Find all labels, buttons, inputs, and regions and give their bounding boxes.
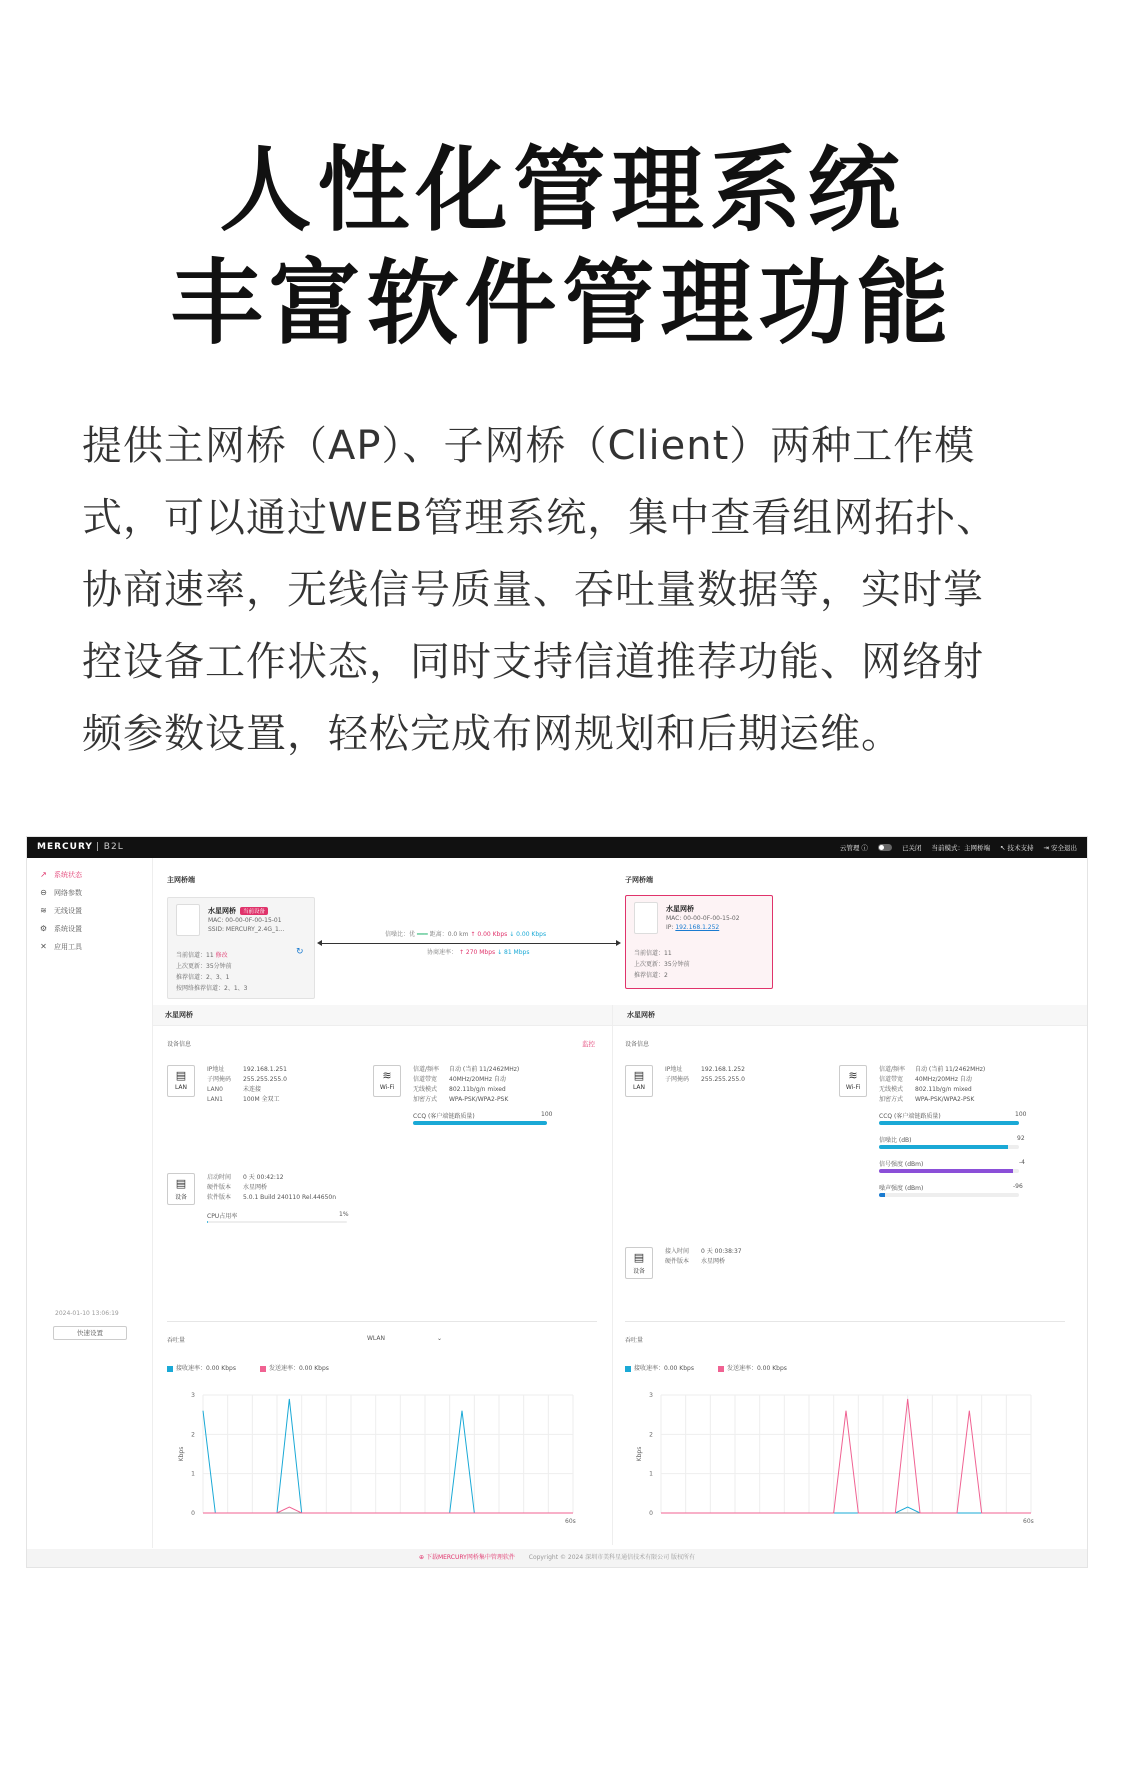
kv-value: 192.168.1.251 (243, 1066, 287, 1073)
device-icon: ▤ (633, 1251, 645, 1264)
distance: 距离：0.0 km (429, 931, 469, 938)
noise-value: -96 (1013, 1183, 1023, 1190)
kv-row (879, 1065, 985, 1075)
kv-value: 802.11b/g/n mixed (449, 1086, 506, 1093)
current-channel-text: 当前信道：11 (176, 952, 214, 959)
kv-key: 硬件版本 (665, 1258, 690, 1265)
wifi-icon: ≋ (848, 1069, 858, 1082)
negotiated-rate-label: 协商速率： (427, 949, 458, 956)
logout-link[interactable] (1043, 843, 1077, 852)
current-channel: 当前信道：11 (634, 950, 672, 957)
kv-key: LAN0 (207, 1086, 223, 1093)
section-divider (167, 1321, 597, 1322)
left-panel-title: 水星网桥 (153, 1005, 615, 1026)
wifi-icon-label: Wi-Fi (379, 1084, 395, 1091)
y-axis-label: Kbps (636, 1446, 643, 1462)
kv-row (413, 1075, 519, 1085)
kv-value: 100M 全双工 (243, 1096, 280, 1103)
kv-key: 硬件版本 (207, 1184, 232, 1191)
wifi-icon-box (373, 1065, 401, 1097)
link-arrow (319, 943, 619, 944)
wlan-select-value: WLAN (367, 1335, 386, 1342)
ccq-label: CCQ (客户端链路质量) (879, 1113, 941, 1120)
device-ssid: SSID: MERCURY_2.4G_1... (208, 926, 285, 933)
x-end-label: 60s (565, 1518, 576, 1525)
tx-swatch (718, 1366, 724, 1372)
top-right-menu (840, 843, 1077, 852)
device-ip-link[interactable]: 192.168.1.252 (675, 924, 720, 931)
negotiated-tx: ↑ 270 Mbps (458, 949, 496, 956)
left-legend (167, 1363, 329, 1372)
ccq-value: 100 (1015, 1111, 1027, 1118)
tx-legend-text: 发送速率：0.00 Kbps (726, 1365, 787, 1372)
kv-row (879, 1095, 985, 1105)
signal-bar (879, 1169, 1019, 1173)
right-device-stats (665, 1247, 742, 1267)
rx-swatch (625, 1366, 631, 1372)
series-line-tx (661, 1399, 1031, 1513)
monitor-link[interactable]: 监控 (582, 1040, 595, 1048)
y-tick-label: 1 (191, 1470, 195, 1478)
y-axis-label: Kbps (178, 1446, 185, 1462)
tx-swatch (260, 1366, 266, 1372)
sidebar-item-label: 应用工具 (54, 943, 82, 951)
left-device-info-title: 设备信息 (167, 1041, 192, 1048)
kv-key: 子网掩码 (207, 1076, 232, 1083)
download-link[interactable] (419, 1554, 515, 1561)
wifi-icon-box (839, 1065, 867, 1097)
device-icon-box (167, 1173, 195, 1205)
signal-label: 信号强度 (dBm) (879, 1161, 924, 1168)
current-channel (176, 950, 228, 959)
y-tick-label: 3 (649, 1392, 653, 1399)
right-lan-info (665, 1065, 745, 1085)
kv-key: 信道/频率 (879, 1066, 906, 1073)
download-link-text: 下载MERCURY网桥集中管理软件 (425, 1554, 515, 1561)
chart-icon: ↗ (40, 870, 47, 879)
left-throughput-chart (163, 1385, 583, 1535)
right-legend (625, 1363, 787, 1372)
sidebar-item-label: 网络参数 (54, 889, 82, 897)
kv-value: 0 天 00:42:12 (243, 1174, 284, 1181)
kv-value: 自动 (当前 11/2462MHz) (915, 1066, 986, 1073)
lan-icon-label: LAN (632, 1084, 646, 1091)
left-throughput-title: 吞吐量 (167, 1337, 186, 1344)
brand-logo (37, 842, 124, 852)
mode-label: 当前模式：主网桥端 (931, 844, 990, 852)
kv-row (207, 1085, 287, 1095)
tx-legend-text: 发送速率：0.00 Kbps (268, 1365, 329, 1372)
hero-title-line1: 人性化管理系统 (219, 137, 906, 244)
edit-channel-link[interactable]: 修改 (215, 952, 228, 959)
device-image (634, 902, 658, 934)
noise-label: 噪声强度 (dBm) (879, 1185, 924, 1192)
last-update: 上次更新：35分钟前 (176, 963, 232, 970)
cpu-value: 1% (339, 1211, 349, 1218)
brand-name: MERCURY (37, 842, 93, 852)
ethernet-icon: ▤ (175, 1069, 187, 1082)
desc-line: 控设备工作状态，同时支持信道推荐功能、网络射 (82, 639, 984, 685)
y-tick-label: 2 (191, 1431, 195, 1439)
wifi-icon: ≋ (40, 906, 47, 915)
right-throughput-title: 吞吐量 (625, 1337, 644, 1344)
kv-row (207, 1095, 287, 1105)
support-icon: ↖ (999, 844, 1006, 852)
y-tick-label: 2 (649, 1431, 653, 1439)
sidebar-item-system[interactable] (27, 920, 152, 938)
y-tick-label: 0 (649, 1510, 653, 1517)
cpu-label: CPU占用率 (207, 1213, 238, 1220)
sidebar-item-label: 系统状态 (54, 871, 82, 879)
kv-value: 40MHz/20MHz 自动 (449, 1076, 506, 1083)
right-throughput-chart (621, 1385, 1041, 1535)
left-device-stats (207, 1173, 336, 1203)
kv-key: 无线模式 (879, 1086, 904, 1093)
last-update: 上次更新：35分钟前 (634, 961, 690, 968)
ccq-bar (413, 1121, 547, 1125)
kv-row (665, 1247, 742, 1257)
kv-key: 启动时间 (207, 1174, 232, 1181)
kv-value: 5.0.1 Build 240110 Rel.44650n (243, 1194, 337, 1201)
noise-bar (879, 1193, 1019, 1197)
device-name: 水星网桥 (666, 905, 694, 913)
kv-row (413, 1065, 519, 1075)
kv-value: 255.255.255.0 (243, 1076, 287, 1083)
sidebar-nav (27, 866, 152, 956)
panel-divider (612, 1005, 613, 1545)
device-icon-label: 设备 (174, 1194, 187, 1201)
tools-icon: ✕ (40, 942, 47, 951)
download-icon: ⊕ (419, 1554, 425, 1561)
kv-value: 未连接 (243, 1086, 262, 1093)
device-ip-label: IP: (666, 924, 674, 931)
tx-rate: ↑ 0.00 Kbps (470, 931, 508, 938)
desc-line: 式，可以通过WEB管理系统，集中查看组网拓扑、 (82, 495, 998, 541)
series-line-rx (203, 1399, 573, 1513)
refresh-icon[interactable]: ↻ (296, 947, 304, 957)
snr-label: 信噪比 (dB) (879, 1137, 912, 1144)
y-tick-label: 0 (191, 1510, 195, 1517)
kv-key: 信道带宽 (413, 1076, 438, 1083)
ccq-label: CCQ (客户端链路质量) (413, 1113, 475, 1120)
support-label: 技术支持 (1007, 844, 1034, 852)
recommended-channels: 推荐信道：2、3、1 (176, 974, 230, 981)
device-icon-label: 设备 (632, 1268, 645, 1275)
kv-row (665, 1065, 745, 1075)
sidebar-item-label: 无线设置 (54, 907, 82, 915)
kv-key: 软件版本 (207, 1194, 232, 1201)
logout-label: 安全退出 (1051, 844, 1077, 852)
ccq-bar (879, 1121, 1019, 1125)
sidebar (27, 858, 153, 1548)
bar-fill (413, 1121, 547, 1125)
snr-value: 92 (1017, 1135, 1025, 1142)
cloud-toggle[interactable] (878, 844, 892, 851)
globe-icon: ⊖ (40, 888, 47, 897)
kv-row (207, 1193, 336, 1203)
bar-fill (879, 1121, 1019, 1125)
cloud-status: 已关闭 (901, 844, 922, 852)
kv-value: 40MHz/20MHz 自动 (915, 1076, 972, 1083)
hero-description (82, 410, 1042, 770)
kv-row (665, 1075, 745, 1085)
logout-icon: ⇥ (1043, 844, 1049, 852)
desc-line: 协商速率，无线信号质量、吞吐量数据等，实时掌 (82, 567, 984, 613)
support-link[interactable] (1000, 843, 1034, 852)
kv-value: 802.11b/g/n mixed (915, 1086, 972, 1093)
kv-value: WPA-PSK/WPA2-PSK (915, 1096, 975, 1103)
copyright: Copyright © 2024 深圳市美科星通信技术有限公司 版权所有 (528, 1554, 695, 1561)
kv-key: 无线模式 (413, 1086, 438, 1093)
kv-row (207, 1065, 287, 1075)
wifi-icon: ≋ (382, 1069, 392, 1082)
sidebar-item-label: 系统设置 (54, 925, 82, 933)
kv-key: IP地址 (207, 1066, 225, 1073)
cpu-bar (207, 1221, 347, 1223)
ccq-value: 100 (541, 1111, 553, 1118)
network-recommended-channels: 按网络推荐信道：2、1、3 (176, 985, 248, 992)
device-mac: MAC: 00-00-0F-00-15-02 (666, 915, 740, 922)
kv-value: 255.255.255.0 (701, 1076, 745, 1083)
kv-value: 水星网桥 (243, 1184, 268, 1191)
sidebar-item-status[interactable] (27, 866, 152, 884)
kv-row (207, 1173, 336, 1183)
kv-value: 水星网桥 (701, 1258, 726, 1265)
chevron-down-icon: ⌄ (436, 1335, 442, 1342)
series-line-tx (203, 1507, 573, 1513)
bar-fill (879, 1169, 1013, 1173)
sub-bridge-card[interactable] (625, 895, 773, 989)
sub-bridge-title: 子网桥端 (625, 876, 653, 884)
kv-key: 加密方式 (879, 1096, 904, 1103)
model-name: | B2L (95, 842, 124, 852)
kv-row (207, 1183, 336, 1193)
footer (27, 1549, 1087, 1567)
web-admin-screenshot (26, 836, 1088, 1568)
cloud-manage-label: 云管理 ⓘ (839, 844, 868, 852)
bar-fill (207, 1221, 208, 1223)
lan-icon (167, 1065, 195, 1097)
kv-row (879, 1075, 985, 1085)
top-bar (27, 837, 1087, 858)
snr-bar (879, 1145, 1019, 1149)
right-device-info-title: 设备信息 (625, 1041, 650, 1048)
kv-key: LAN1 (207, 1096, 223, 1103)
bar-fill (879, 1193, 885, 1197)
lan-icon (625, 1065, 653, 1097)
kv-key: 子网掩码 (665, 1076, 690, 1083)
hero-title-line2: 丰富软件管理功能 (170, 250, 955, 357)
sidebar-item-network[interactable] (27, 884, 152, 902)
kv-key: 信道带宽 (879, 1076, 904, 1083)
ethernet-icon: ▤ (633, 1069, 645, 1082)
section-divider (625, 1321, 1065, 1322)
bar-fill (879, 1145, 1008, 1149)
signal-dash-icon: ━━━ (416, 931, 428, 938)
wlan-select[interactable] (367, 1335, 442, 1342)
device-icon-box (625, 1247, 653, 1279)
device-name-text: 水星网桥 (208, 907, 236, 915)
left-lan-info (207, 1065, 287, 1105)
system-time: 2024-01-10 13:06:19 (55, 1310, 119, 1317)
wifi-icon-label: Wi-Fi (845, 1084, 861, 1091)
main-bridge-card[interactable] (167, 897, 315, 999)
sidebar-item-tools[interactable] (27, 938, 152, 956)
rx-rate: ↓ 0.00 Kbps (509, 931, 547, 938)
kv-row (207, 1075, 287, 1085)
signal-value: -4 (1019, 1159, 1025, 1166)
current-device-badge: 当前设备 (240, 907, 268, 915)
kv-value: WPA-PSK/WPA2-PSK (449, 1096, 509, 1103)
device-name (208, 906, 268, 916)
desc-line: 提供主网桥（AP）、子网桥（Client）两种工作模 (82, 423, 976, 469)
kv-value: 自动 (当前 11/2462MHz) (449, 1066, 520, 1073)
snr-quality: 信噪比：优 (385, 931, 416, 938)
device-mac: MAC: 00-00-0F-00-15-01 (208, 917, 282, 924)
sidebar-item-wireless[interactable] (27, 902, 152, 920)
kv-value: 0 天 00:38:37 (701, 1248, 742, 1255)
kv-key: 信道/频率 (413, 1066, 440, 1073)
kv-row (879, 1085, 985, 1095)
recommended-channels: 推荐信道：2 (634, 972, 668, 979)
kv-row (413, 1085, 519, 1095)
right-wifi-info (879, 1065, 985, 1105)
lan-icon-label: LAN (174, 1084, 188, 1091)
kv-value: 192.168.1.252 (701, 1066, 745, 1073)
desc-line: 频参数设置，轻松完成布网规划和后期运维。 (82, 711, 902, 757)
device-image (176, 904, 200, 936)
series-line-rx (661, 1507, 1031, 1513)
quick-setup-button[interactable]: 快速设置 (53, 1326, 127, 1340)
device-ip (666, 924, 719, 931)
link-stats-line1 (385, 929, 546, 938)
gear-icon: ⚙ (39, 924, 48, 933)
rx-swatch (167, 1366, 173, 1372)
device-icon: ▤ (175, 1177, 187, 1190)
kv-key: 接入时间 (665, 1248, 690, 1255)
right-panel-title: 水星网桥 (615, 1005, 1087, 1026)
y-tick-label: 1 (649, 1470, 653, 1478)
rx-legend-text: 接收速率：0.00 Kbps (176, 1365, 236, 1372)
kv-key: IP地址 (665, 1066, 683, 1073)
kv-row (665, 1257, 742, 1267)
left-wifi-info (413, 1065, 519, 1105)
link-stats-line2 (427, 947, 529, 956)
kv-row (413, 1095, 519, 1105)
kv-key: 加密方式 (413, 1096, 438, 1103)
y-tick-label: 3 (191, 1392, 195, 1399)
main-bridge-title: 主网桥端 (167, 876, 195, 884)
negotiated-rx: ↓ 81 Mbps (497, 949, 530, 956)
x-end-label: 60s (1023, 1518, 1034, 1525)
rx-legend-text: 接收速率：0.00 Kbps (634, 1365, 694, 1372)
